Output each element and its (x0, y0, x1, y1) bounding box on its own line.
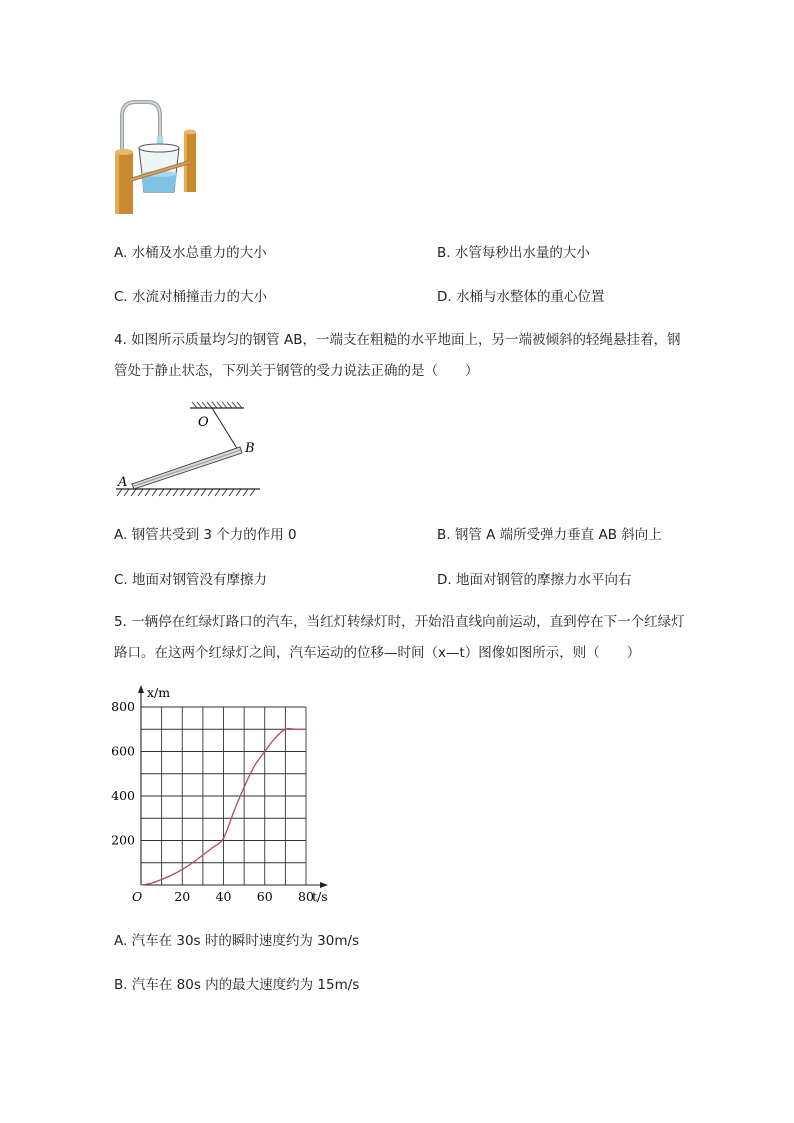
q5-stem-line2: 路口。在这两个红绿灯之间，汽车运动的位移—时间（x—t）图像如图所示，则（ ） (114, 645, 641, 661)
label-b: B (245, 441, 255, 456)
chart-axes (138, 685, 328, 888)
xt-chart (108, 682, 348, 910)
y-tick-label: 400 (111, 788, 135, 803)
chart-x-label: t/s (312, 889, 328, 904)
label-o: O (198, 415, 209, 430)
x-tick-label: 60 (256, 889, 273, 904)
y-tick-label: 800 (111, 699, 135, 714)
x-tick-label: 80 (298, 889, 314, 904)
y-tick-label: 600 (111, 743, 135, 759)
q5-option-a: A. 汽车在 30s 时的瞬时速度约为 30m/s (114, 933, 360, 949)
label-a: A (118, 475, 128, 490)
x-tick-label: 20 (174, 889, 191, 904)
q5-stem-line1: 5. 一辆停在红绿灯路口的汽车，当红灯转绿灯时，开始沿直线向前运动，直到停在下一个红绿灯 (114, 614, 685, 630)
x-axis-arrow (320, 882, 328, 888)
q3-option-c: C. 水流对桶撞击力的大小 (114, 289, 268, 305)
q4-option-a: A. 钢管共受到 3 个力的作用 0 (114, 527, 297, 543)
q3-option-a: A. 水桶及水总重力的大小 (114, 245, 267, 261)
q4-stem-line2: 管处于静止状态，下列关于钢管的受力说法正确的是（ ） (114, 363, 479, 379)
y-axis-arrow (138, 685, 144, 693)
q3-option-b: B. 水管每秒出水量的大小 (437, 245, 590, 261)
x-tick-label: 40 (215, 889, 232, 904)
steel-pipe-figure (112, 400, 264, 500)
q4-stem (114, 325, 704, 387)
q4-option-b: B. 钢管 A 端所受弹力垂直 AB 斜向上 (437, 527, 662, 543)
y-tick-label: 200 (111, 832, 135, 848)
q4-stem-line1: 4. 如图所示质量均匀的钢管 AB，一端支在粗糙的水平地面上，另一端被倾斜的轻绳悬挂着，钢 (114, 332, 681, 348)
chart-grid (141, 707, 306, 885)
chart-y-label: x/m (147, 685, 171, 700)
q3-option-d: D. 水桶与水整体的重心位置 (437, 289, 605, 305)
chart-origin-label: O (132, 889, 143, 904)
q4-option-c: C. 地面对钢管没有摩擦力 (114, 572, 268, 588)
q5-stem (114, 607, 704, 669)
bucket-figure (110, 96, 205, 216)
q4-option-d: D. 地面对钢管的摩擦力水平向右 (437, 572, 632, 588)
q5-option-b: B. 汽车在 80s 内的最大速度约为 15m/s (114, 977, 360, 993)
